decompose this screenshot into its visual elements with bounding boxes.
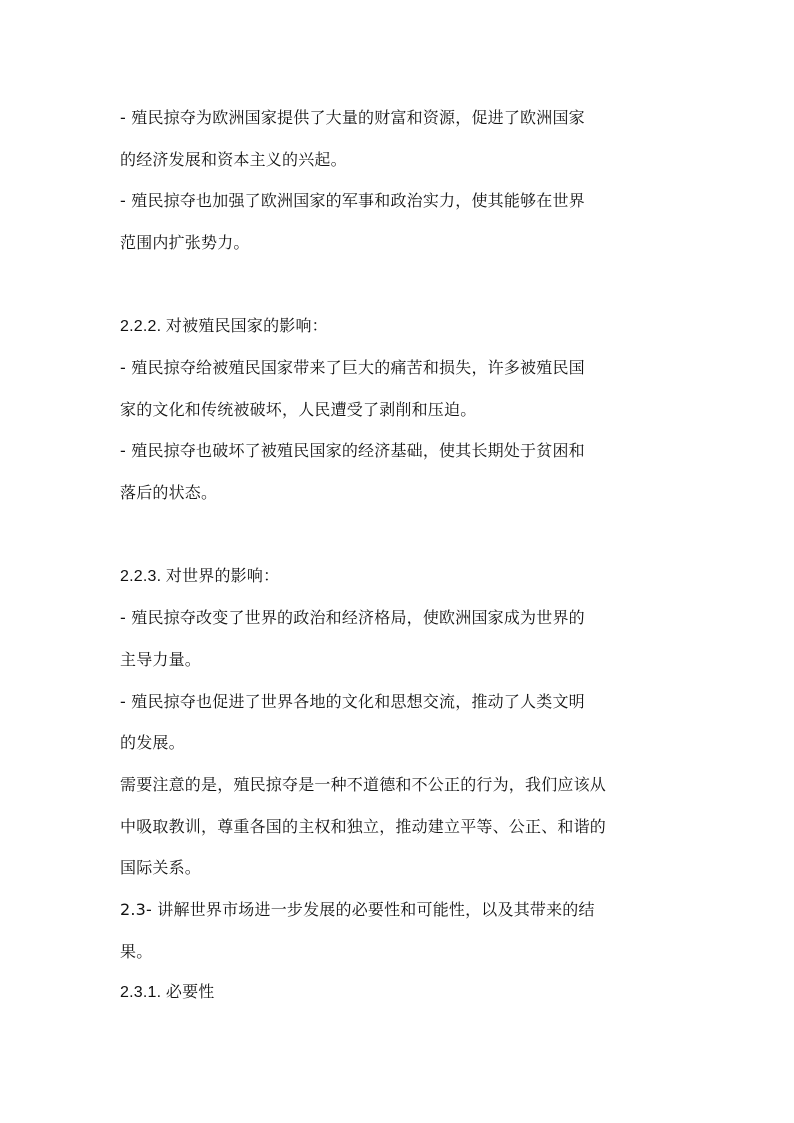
text-line: 范围内扩张势力。 — [120, 233, 250, 252]
bullet-line: - 殖民掠夺也促进了世界各地的文化和思想交流，推动了人类文明 — [120, 692, 585, 711]
section-heading: 2.3- 讲解世界市场进一步发展的必要性和可能性，以及其带来的结 — [120, 900, 595, 919]
bullet-line: - 殖民掠夺改变了世界的政治和经济格局，使欧洲国家成为世界的 — [120, 608, 585, 627]
section-heading: 2.2.3. 对世界的影响： — [120, 568, 280, 585]
text-line: 的发展。 — [120, 733, 185, 752]
section-heading: 2.3.1. 必要性 — [120, 984, 215, 1001]
text-line: 主导力量。 — [120, 650, 202, 669]
bullet-line: - 殖民掠夺也加强了欧洲国家的军事和政治实力，使其能够在世界 — [120, 191, 585, 210]
text-line: 果。 — [120, 942, 153, 961]
text-line: 的经济发展和资本主义的兴起。 — [120, 150, 347, 169]
text-line: 落后的状态。 — [120, 483, 218, 502]
section-heading: 2.2.2. 对被殖民国家的影响： — [120, 318, 328, 335]
text-line: 需要注意的是，殖民掠夺是一种不道德和不公正的行为，我们应该从 — [120, 775, 607, 794]
text-line: 家的文化和传统被破坏，人民遭受了剥削和压迫。 — [120, 400, 477, 419]
text-line: 国际关系。 — [120, 858, 202, 877]
bullet-line: - 殖民掠夺给被殖民国家带来了巨大的痛苦和损失，许多被殖民国 — [120, 358, 585, 377]
bullet-line: - 殖民掠夺也破坏了被殖民国家的经济基础，使其长期处于贫困和 — [120, 441, 585, 460]
bullet-line: - 殖民掠夺为欧洲国家提供了大量的财富和资源，促进了欧洲国家 — [120, 108, 585, 127]
text-line: 中吸取教训，尊重各国的主权和独立，推动建立平等、公正、和谐的 — [120, 817, 607, 836]
